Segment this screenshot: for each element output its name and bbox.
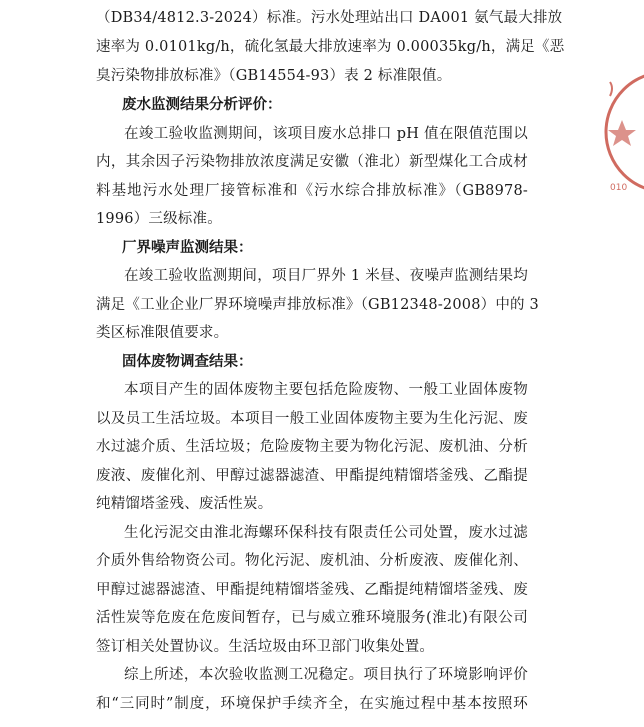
text-line: 介质外售给物资公司。物化污泥、废机油、分析废液、废催化剂、 [96,553,528,569]
text-line: 甲醇过滤器滤渣、甲酯提纯精馏塔釜残、乙酯提纯精馏塔釜残、废 [96,582,528,598]
text-line: 活性炭等危废在危废间暂存，已与威立雅环境服务(淮北)有限公司 [96,610,528,626]
text-line: 类区标准限值要求。 [96,325,229,341]
text-line: 在竣工验收监测期间，该项目废水总排口 pH 值在限值范围以 [124,126,528,142]
text-line: 综上所述，本次验收监测工况稳定。项目执行了环境影响评价 [124,667,528,683]
text-line: 内，其余因子污染物排放浓度满足安徽（淮北）新型煤化工合成材 [96,154,528,170]
text-line: 以及员工生活垃圾。本项目一般工业固体废物主要为生化污泥、废 [96,411,528,427]
text-line: 生化污泥交由淮北海螺环保科技有限责任公司处置，废水过滤 [124,525,528,541]
section-heading-solid-waste: 固体废物调查结果： [122,354,253,370]
text-line: （DB34/4812.3-2024）标准。污水处理站出口 DA001 氨气最大排放 [96,10,563,26]
seal-number: 010 [610,183,628,193]
text-line: 和“三同时”制度，环境保护手续齐全，在实施过程中基本按照环 [96,696,528,712]
text-line: 在竣工验收监测期间，项目厂界外 1 米昼、夜噪声监测结果均 [124,268,528,284]
text-line: 1996）三级标准。 [96,211,222,227]
section-heading-noise: 厂界噪声监测结果： [122,240,253,256]
text-line: 速率为 0.0101kg/h，硫化氢最大排放速率为 0.00035kg/h，满足《恶 [96,39,565,55]
text-line: 满足《工业企业厂界环境噪声排放标准》（GB12348-2008）中的 3 [96,297,539,313]
text-line: 臭污染物排放标准》（GB14554-93）表 2 标准限值。 [96,68,452,84]
text-line: 料基地污水处理厂接管标准和《污水综合排放标准》（GB8978- [96,183,528,199]
seal-star-icon [608,120,636,146]
text-line: 水过滤介质、生活垃圾；危险废物主要为物化污泥、废机油、分析 [96,439,528,455]
text-line: 纯精馏塔釜残、废活性炭。 [96,496,273,512]
official-seal-fragment [604,62,644,202]
text-line: 本项目产生的固体废物主要包括危险废物、一般工业固体废物 [124,382,528,398]
section-heading-wastewater: 废水监测结果分析评价： [122,97,282,113]
text-line: 废液、废催化剂、甲醇过滤器滤渣、甲酯提纯精馏塔釜残、乙酯提 [96,468,528,484]
text-line: 签订相关处置协议。生活垃圾由环卫部门收集处置。 [96,639,435,655]
